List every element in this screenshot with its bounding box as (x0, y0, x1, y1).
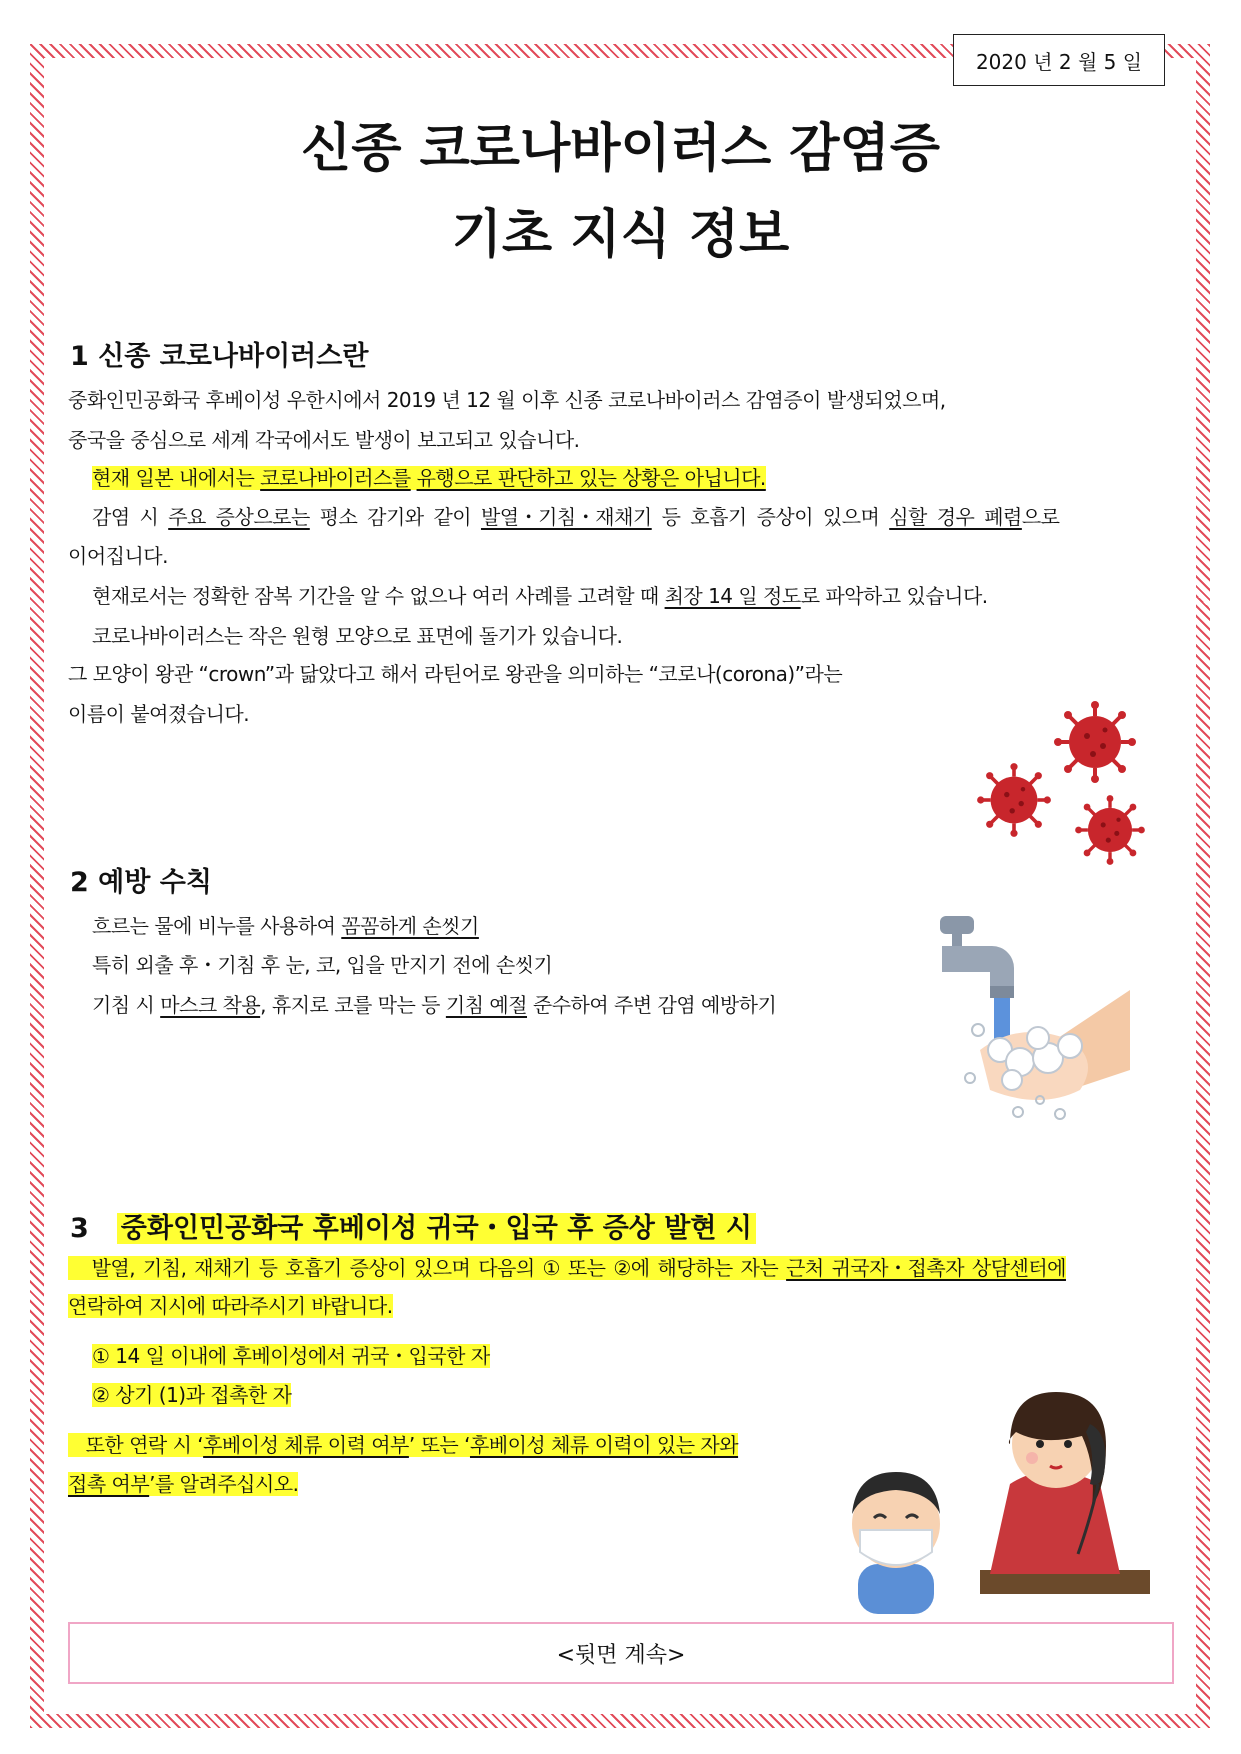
s2-l3-e: 준수하여 주변 감염 예방하기 (527, 993, 777, 1017)
s3-l1-a: 발열, 기침, 재채기 등 호흡기 증상이 있으며 다음의 ① 또는 ②에 해당하는 자는 (91, 1256, 787, 1280)
s3-l1-b: 근처 귀국자・접촉자 상담센터에 (786, 1256, 1066, 1280)
continued-text: <뒷면 계속> (556, 1642, 686, 1668)
s3-line-1 (68, 1256, 1066, 1280)
s3-l3-b: 후베이성 체류 이력 여부 (203, 1433, 409, 1457)
s3-line-2 (68, 1294, 393, 1318)
s1-l6-b: 최장 14 일 정도 (664, 584, 801, 608)
section-2-heading: 2 예방 수칙 (70, 867, 212, 898)
masked-child-icon (836, 1454, 956, 1614)
s1-line-9: 이름이 붙여졌습니다. (68, 702, 250, 726)
s1-line-4 (92, 505, 1060, 529)
s2-line-1 (92, 914, 479, 938)
date-box (953, 34, 1165, 86)
s3-line-4 (68, 1472, 298, 1496)
s3-item-2 (92, 1383, 291, 1407)
s1-l4-d: 발열・기침・재채기 (480, 505, 652, 529)
s1-line-8: 그 모양이 왕관 “crown”과 닮았다고 해서 라틴어로 왕관을 의미하는 “코로나(corona)”라는 (68, 662, 843, 686)
s1-l3-a: 현재 일본 내에서는 (92, 466, 261, 490)
s1-line-5: 이어집니다. (68, 544, 168, 568)
s3-l4-a: 접촉 여부 (68, 1472, 150, 1496)
section-3-heading: 중화인민공화국 후베이성 귀국・입국 후 증상 발현 시 (117, 1213, 756, 1244)
s2-l1-b: 꼼꼼하게 손씻기 (341, 914, 479, 938)
continued-box (68, 1622, 1174, 1684)
s1-line-6 (92, 584, 988, 608)
s2-l3-c: , 휴지로 코를 막는 등 (260, 993, 446, 1017)
s2-l3-b: 마스크 착용 (160, 993, 261, 1017)
s3-line-3 (68, 1433, 738, 1457)
s1-l4-c: 평소 감기와 같이 (309, 505, 481, 529)
s3-l3-d: 후베이성 체류 이력이 있는 자와 (469, 1433, 739, 1457)
s3-l2-text: 연락하여 지시에 따라주시기 바랍니다. (68, 1294, 393, 1318)
s2-line-2: 특히 외출 후・기침 후 눈, 코, 입을 만지기 전에 손씻기 (92, 953, 553, 977)
s1-l4-a: 감염 시 (92, 505, 169, 529)
s3-item-1-text: ① 14 일 이내에 후베이성에서 귀국・입국한 자 (92, 1344, 490, 1368)
s2-l3-d: 기침 예절 (445, 993, 528, 1017)
s1-l6-a: 현재로서는 정확한 잠복 기간을 알 수 없으나 여러 사례를 고려할 때 (92, 584, 665, 608)
s1-l4-g: 으로 (1021, 505, 1060, 529)
s1-l4-e: 등 호흡기 증상이 있으며 (651, 505, 890, 529)
section-1-heading: 1 신종 코로나바이러스란 (70, 341, 369, 372)
virus-icon (970, 694, 1150, 874)
s3-l3-c: ’ 또는 ‘ (408, 1433, 470, 1457)
section-3-heading-row (70, 1206, 756, 1245)
title-line-1: 신종 코로나바이러스 감염증 (301, 119, 940, 179)
s1-line-1: 중화인민공화국 후베이성 우한시에서 2019 년 12 월 이후 신종 코로나바이러스 감염증이 발생되었으며, (68, 388, 946, 412)
title-line-2: 기초 지식 정보 (451, 205, 790, 265)
s1-l6-c: 로 파악하고 있습니다. (800, 584, 988, 608)
s1-l3-b: 코로나바이러스를 (260, 466, 411, 490)
s1-line-3 (92, 466, 766, 490)
s3-l3-a: 또한 연락 시 ‘ (85, 1433, 204, 1457)
s2-l1-a: 흐르는 물에 비누를 사용하여 (92, 914, 342, 938)
s3-item-2-text: ② 상기 (1)과 접촉한 자 (92, 1383, 292, 1407)
s1-line-2: 중국을 중심으로 세계 각국에서도 발생이 보고되고 있습니다. (68, 428, 580, 452)
s1-line-7: 코로나바이러스는 작은 원형 모양으로 표면에 돌기가 있습니다. (92, 624, 623, 648)
date-text: 2020 년 2 월 5 일 (975, 49, 1143, 74)
s1-l3-d: 유행으로 판단하고 있는 상황은 아닙니다. (416, 466, 766, 490)
s3-l4-b: ’를 알려주십시오. (149, 1472, 299, 1496)
section-3-number: 3 (70, 1213, 89, 1244)
handwashing-icon (920, 900, 1140, 1130)
phone-call-icon (970, 1374, 1150, 1604)
s3-item-1 (92, 1344, 490, 1368)
s1-l4-f: 심할 경우 폐렴 (889, 505, 1022, 529)
s2-l3-a: 기침 시 (92, 993, 161, 1017)
s2-line-3 (92, 993, 776, 1017)
s1-l4-b: 주요 증상으로는 (168, 505, 310, 529)
